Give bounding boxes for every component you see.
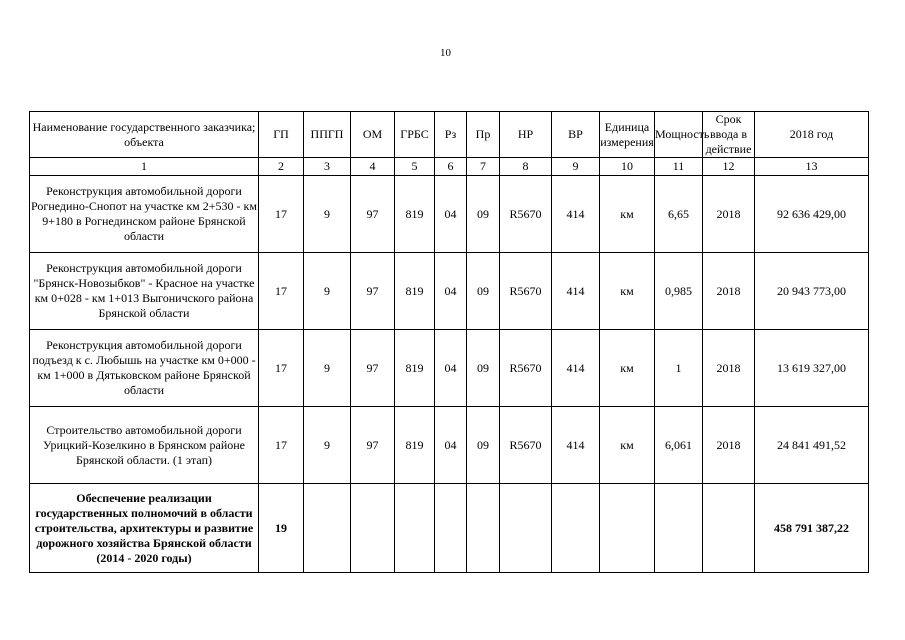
header-pr: Пр bbox=[467, 112, 500, 158]
total-amount-cell: 458 791 387,22 bbox=[755, 484, 869, 573]
table-row bbox=[30, 253, 869, 330]
power-cell: 6,65 bbox=[655, 176, 703, 253]
header-gp: ГП bbox=[259, 112, 304, 158]
unit-cell: км bbox=[600, 176, 655, 253]
header-rz: Рз bbox=[435, 112, 467, 158]
total-name: Обеспечение реализации государственных полномочий в области строительства, архитектуры и развитие дорожного хозяйства Брянской области (2014 - 2020 годы) bbox=[30, 484, 259, 573]
column-number: 2 bbox=[259, 158, 304, 176]
column-number: 13 bbox=[755, 158, 869, 176]
empty-cell bbox=[655, 484, 703, 573]
header-np: НР bbox=[500, 112, 552, 158]
empty-cell bbox=[703, 484, 755, 573]
gp-cell: 17 bbox=[259, 407, 304, 484]
rz-cell: 04 bbox=[435, 253, 467, 330]
gp-cell: 17 bbox=[259, 176, 304, 253]
unit-cell: км bbox=[600, 407, 655, 484]
header-ppgp: ППГП bbox=[304, 112, 351, 158]
header-unit: Единица измерения bbox=[600, 112, 655, 158]
pr-cell: 09 bbox=[467, 407, 500, 484]
np-cell: R5670 bbox=[500, 330, 552, 407]
page-number: 10 bbox=[440, 47, 451, 59]
object-name: Реконструкция автомобильной дороги подъезд к с. Любышь на участке км 0+000 - км 1+000 в Дятьковском районе Брянской области bbox=[30, 330, 259, 407]
ppgp-cell: 9 bbox=[304, 330, 351, 407]
column-number: 1 bbox=[30, 158, 259, 176]
column-number: 10 bbox=[600, 158, 655, 176]
om-cell: 97 bbox=[351, 176, 395, 253]
table-row bbox=[30, 330, 869, 407]
empty-cell bbox=[435, 484, 467, 573]
column-number: 7 bbox=[467, 158, 500, 176]
object-name: Реконструкция автомобильной дороги Рогнедино-Снопот на участке км 2+530 - км 9+180 в Рогнединском районе Брянской области bbox=[30, 176, 259, 253]
column-number: 6 bbox=[435, 158, 467, 176]
unit-cell: км bbox=[600, 330, 655, 407]
pr-cell: 09 bbox=[467, 176, 500, 253]
om-cell: 97 bbox=[351, 330, 395, 407]
column-number: 12 bbox=[703, 158, 755, 176]
header-vr: ВР bbox=[552, 112, 600, 158]
grbs-cell: 819 bbox=[395, 253, 435, 330]
column-number: 3 bbox=[304, 158, 351, 176]
header-year: 2018 год bbox=[755, 112, 869, 158]
empty-cell bbox=[395, 484, 435, 573]
empty-cell bbox=[467, 484, 500, 573]
rz-cell: 04 bbox=[435, 330, 467, 407]
vr-cell: 414 bbox=[552, 407, 600, 484]
power-cell: 0,985 bbox=[655, 253, 703, 330]
amount-cell: 24 841 491,52 bbox=[755, 407, 869, 484]
object-name: Строительство автомобильной дороги Урицкий-Козелкино в Брянском районе Брянской области. (1 этап) bbox=[30, 407, 259, 484]
column-number-row bbox=[30, 158, 869, 176]
empty-cell bbox=[304, 484, 351, 573]
header-row bbox=[30, 112, 869, 158]
unit-cell: км bbox=[600, 253, 655, 330]
rz-cell: 04 bbox=[435, 407, 467, 484]
gp-cell: 17 bbox=[259, 253, 304, 330]
total-gp-cell: 19 bbox=[259, 484, 304, 573]
ppgp-cell: 9 bbox=[304, 407, 351, 484]
column-number: 8 bbox=[500, 158, 552, 176]
empty-cell bbox=[552, 484, 600, 573]
column-number: 9 bbox=[552, 158, 600, 176]
om-cell: 97 bbox=[351, 407, 395, 484]
pr-cell: 09 bbox=[467, 330, 500, 407]
amount-cell: 13 619 327,00 bbox=[755, 330, 869, 407]
term-cell: 2018 bbox=[703, 330, 755, 407]
term-cell: 2018 bbox=[703, 176, 755, 253]
np-cell: R5670 bbox=[500, 176, 552, 253]
table-row bbox=[30, 407, 869, 484]
header-power: Мощность bbox=[655, 112, 703, 158]
header-om: ОМ bbox=[351, 112, 395, 158]
total-row bbox=[30, 484, 869, 573]
header-term: Срок ввода в действие bbox=[703, 112, 755, 158]
amount-cell: 92 636 429,00 bbox=[755, 176, 869, 253]
vr-cell: 414 bbox=[552, 330, 600, 407]
power-cell: 1 bbox=[655, 330, 703, 407]
ppgp-cell: 9 bbox=[304, 253, 351, 330]
rz-cell: 04 bbox=[435, 176, 467, 253]
gp-cell: 17 bbox=[259, 330, 304, 407]
empty-cell bbox=[600, 484, 655, 573]
term-cell: 2018 bbox=[703, 253, 755, 330]
column-number: 5 bbox=[395, 158, 435, 176]
om-cell: 97 bbox=[351, 253, 395, 330]
table-row bbox=[30, 176, 869, 253]
np-cell: R5670 bbox=[500, 253, 552, 330]
ppgp-cell: 9 bbox=[304, 176, 351, 253]
header-name: Наименование государственного заказчика; объекта bbox=[30, 112, 259, 158]
term-cell: 2018 bbox=[703, 407, 755, 484]
grbs-cell: 819 bbox=[395, 176, 435, 253]
np-cell: R5670 bbox=[500, 407, 552, 484]
vr-cell: 414 bbox=[552, 253, 600, 330]
grbs-cell: 819 bbox=[395, 330, 435, 407]
grbs-cell: 819 bbox=[395, 407, 435, 484]
amount-cell: 20 943 773,00 bbox=[755, 253, 869, 330]
budget-table bbox=[29, 111, 869, 573]
vr-cell: 414 bbox=[552, 176, 600, 253]
object-name: Реконструкция автомобильной дороги "Брянск-Новозыбков" - Красное на участке км 0+028 - км 1+013 Выгоничского района Брянской области bbox=[30, 253, 259, 330]
header-grbs: ГРБС bbox=[395, 112, 435, 158]
pr-cell: 09 bbox=[467, 253, 500, 330]
column-number: 11 bbox=[655, 158, 703, 176]
empty-cell bbox=[500, 484, 552, 573]
power-cell: 6,061 bbox=[655, 407, 703, 484]
column-number: 4 bbox=[351, 158, 395, 176]
empty-cell bbox=[351, 484, 395, 573]
